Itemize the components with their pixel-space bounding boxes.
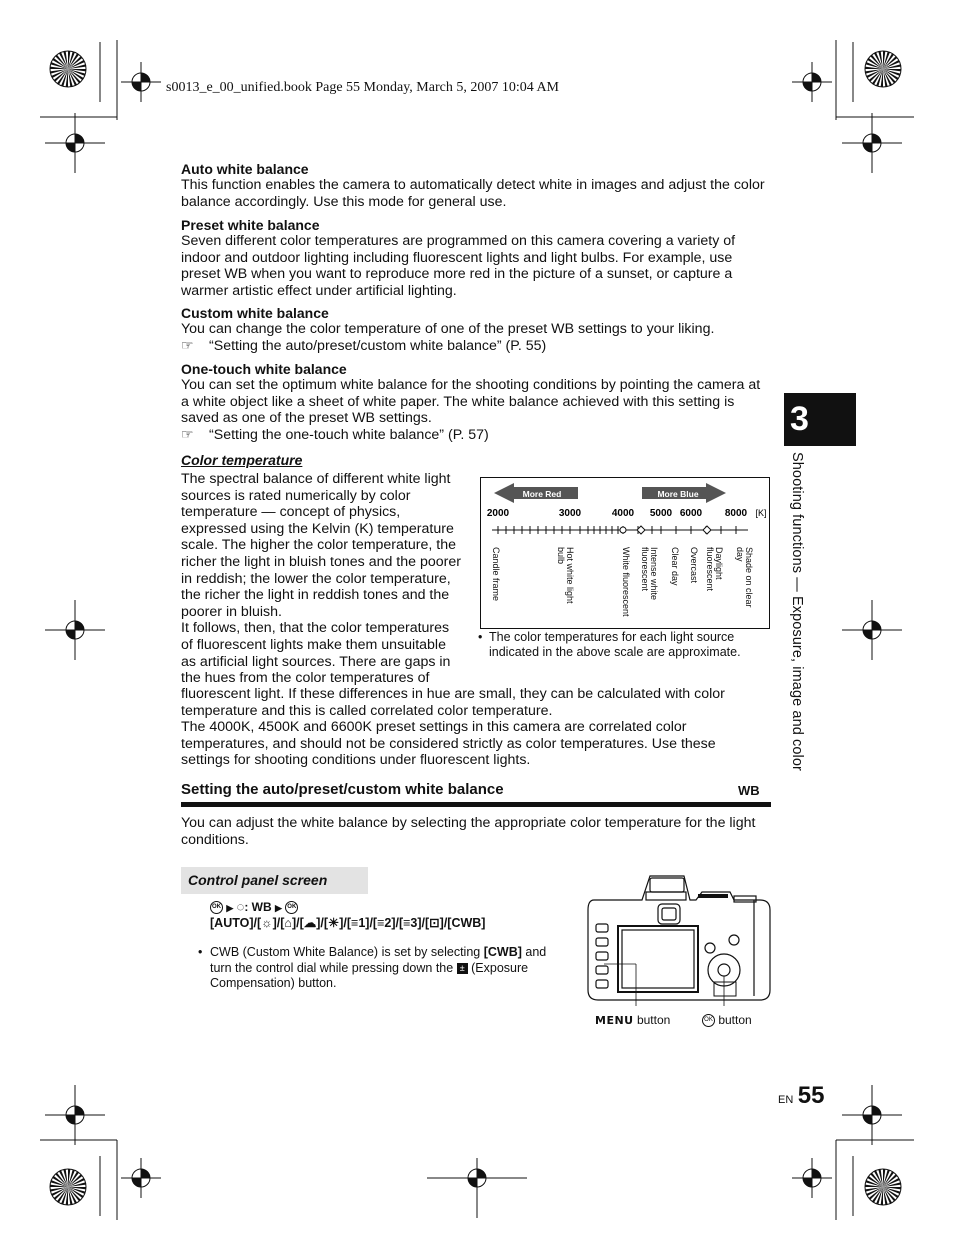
source-overcast: Overcast (689, 547, 699, 584)
source-hot-white-1: Hot white light (565, 547, 575, 604)
ok-icon: OK (210, 901, 223, 914)
ct-line: of fluorescent lights make them unsuitable (181, 636, 446, 653)
tick-3000: 3000 (558, 508, 582, 519)
menu-label: MENU (595, 1014, 634, 1027)
color-temperature-scale (480, 477, 770, 629)
cwb-line2-post: (Exposure (467, 960, 529, 975)
tick-6000: 6000 (679, 508, 703, 519)
text-auto-2: balance accordingly. Use this mode for general use. (181, 193, 507, 210)
ct-line: settings for shooting conditions under fluorescent lights. (181, 752, 531, 769)
ok-icon: OK (285, 901, 298, 914)
tick-8000: 8000 (724, 508, 748, 519)
star-target-icon (865, 51, 901, 87)
pointing-hand-icon: ☞ (181, 426, 194, 443)
cwb-line3: Compensation) button. (210, 976, 337, 990)
star-target-icon (865, 1169, 901, 1205)
ct-line: scale. The higher the color temperature, the (181, 537, 456, 554)
text-onetouch-3: saved as one of the preset WB settings. (181, 410, 432, 427)
text-preset-1: Seven different color temperatures are programmed on this camera covering a variety of (181, 233, 736, 249)
control-panel-label: Control panel screen (188, 872, 328, 888)
heading-preset: Preset white balance (181, 217, 320, 233)
wb-badge: WB (738, 783, 760, 798)
ref-custom-link[interactable]: “Setting the auto/preset/custom white balance” (P. 55) (209, 337, 547, 354)
ct-line: The spectral balance of different white light (181, 471, 451, 487)
ct-line: in reddish; the lower the color temperature, (181, 570, 451, 587)
text-onetouch-1: You can set the optimum white balance for the shooting conditions by pointing the camera at (181, 377, 761, 393)
ref-onetouch-link[interactable]: “Setting the one-touch white balance” (P. 57) (209, 426, 489, 443)
ct-line: The 4000K, 4500K and 6600K preset settings in this camera are correlated color (181, 719, 687, 736)
ok-suffix: button (715, 1013, 752, 1027)
text-preset-3: preset WB when you want to reproduce more red in the picture of a sunset, or capture a (181, 266, 733, 283)
control-panel-label-box (181, 867, 368, 894)
tick-5000: 5000 (649, 508, 673, 519)
source-daylight-2: fluorescent (705, 547, 715, 592)
source-daylight-1: Daylight (714, 547, 724, 580)
intro-line-1: You can adjust the white balance by selecting the appropriate color temperature for the light (181, 815, 756, 831)
section-rule (181, 802, 771, 807)
section-custom (181, 305, 781, 354)
pointing-hand-icon: ☞ (181, 337, 194, 354)
source-intense-2: fluorescent (640, 547, 650, 592)
ct-line: as artificial light sources. There are gaps in (181, 653, 451, 670)
cwb-post: and (521, 945, 547, 959)
scale-note (478, 630, 768, 660)
note-line-2: indicated in the above scale are approximate. (489, 645, 741, 659)
page-lang: EN (778, 1094, 794, 1106)
ct-line: the hues from the color temperatures of (181, 670, 430, 687)
ct-line: expressed using the Kelvin (K) temperature (181, 520, 454, 537)
menu-path (210, 899, 298, 914)
heading-onetouch: One-touch white balance (181, 361, 347, 377)
page-number (778, 1082, 824, 1110)
section-preset (181, 217, 781, 299)
text-onetouch-2: a white object like a sheet of white paper. The white balance achieved with this setting is (181, 393, 735, 410)
ct-line: richer the light in bluish tones and the poorer (181, 553, 461, 570)
source-clear-day: Clear day (670, 547, 680, 586)
section-onetouch (181, 361, 781, 443)
text-custom-1: You can change the color temperature of one of the preset WB settings to your liking. (181, 321, 715, 337)
chapter-number: 3 (790, 400, 809, 438)
cwb-bullet (198, 945, 578, 992)
tick-2000: 2000 (486, 508, 510, 519)
chapter-side-title (771, 452, 811, 792)
heading-color-temperature: Color temperature (181, 452, 303, 468)
star-target-icon (50, 51, 86, 87)
page-num: 55 (797, 1082, 825, 1109)
wb-options: [AUTO]/[☼]/[⌂]/[☁]/[☀]/[≡1]/[≡2]/[≡3]/[⊡]/[CWB] (210, 916, 486, 930)
ct-line: sources is rated numerically by color (181, 487, 411, 504)
source-candle: Candle frame (491, 547, 501, 602)
intro-line-2: conditions. (181, 831, 249, 848)
ct-line: temperatures, and should not be considered strictly as color temperatures. Use these (181, 735, 716, 752)
color-temp-wide-text (181, 686, 781, 769)
ct-line: temperature — concept of physics, (181, 504, 401, 521)
ref-onetouch (181, 427, 781, 444)
text-auto-1: This function enables the camera to automatically detect white in images and adjust the color (181, 177, 765, 193)
more-red-label: More Red (522, 489, 562, 499)
ct-line: temperature and this is called correlated color temperature. (181, 702, 553, 719)
heading-custom: Custom white balance (181, 305, 329, 321)
ct-line: fluorescent light. If these differences in hue are small, they can be calculated with color (181, 686, 725, 702)
tick-4000: 4000 (611, 508, 635, 519)
book-header: s0013_e_00_unified.book Page 55 Monday, March 5, 2007 10:04 AM (166, 80, 559, 95)
cwb-pre: CWB (Custom White Balance) is set by selecting (210, 945, 484, 959)
setting-intro (181, 815, 781, 848)
dial-icon: ◌ (236, 899, 245, 914)
source-intense-1: Intense white (649, 547, 659, 601)
more-blue-label: More Blue (657, 489, 699, 499)
heading-auto: Auto white balance (181, 161, 309, 177)
menu-suffix: button (633, 1013, 671, 1027)
exposure-compensation-icon: ± (457, 963, 468, 974)
source-hot-white-2: bulb (556, 547, 566, 565)
path-wb: : WB (244, 900, 272, 914)
source-shade-1: Shade on clear (744, 547, 754, 608)
ct-line: poorer in bluish. (181, 603, 282, 620)
ok-button-caption (702, 1013, 752, 1027)
marker-white-fluorescent (620, 527, 626, 533)
tick-unit: [K] (755, 508, 767, 518)
bullet: • (478, 630, 483, 644)
ct-line: It follows, then, that the color temperatures (181, 620, 450, 637)
ref-custom (181, 338, 781, 355)
cwb-line2-pre: turn the control dial while pressing down the (210, 960, 457, 975)
menu-button-caption (595, 1013, 670, 1027)
side-title-text: Shooting functions — Exposure, image and color (789, 452, 805, 771)
source-white-fluorescent: White fluorescent (621, 547, 631, 617)
text-preset-4: warmer artistic effect under artificial lighting. (181, 282, 457, 299)
cwb-bold: [CWB] (483, 945, 522, 959)
chapter-tab (784, 393, 856, 446)
arrow-right-icon: ▶ (226, 903, 234, 913)
ok-icon: OK (702, 1014, 715, 1027)
source-shade-2: day (735, 547, 745, 562)
camera-back-illustration (584, 866, 774, 1006)
star-target-icon (50, 1169, 86, 1205)
text-preset-2: indoor and outdoor lighting including fluorescent lights and light bulbs. For example, use (181, 249, 733, 266)
bullet: • (198, 945, 203, 959)
ct-line: the richer the light in reddish tones and the (181, 587, 450, 604)
setting-title: Setting the auto/preset/custom white balance (181, 781, 504, 798)
arrow-right-icon: ▶ (275, 903, 282, 913)
note-line-1: The color temperatures for each light source (489, 630, 735, 644)
section-auto (181, 161, 781, 210)
color-temp-narrow-text (181, 471, 481, 687)
